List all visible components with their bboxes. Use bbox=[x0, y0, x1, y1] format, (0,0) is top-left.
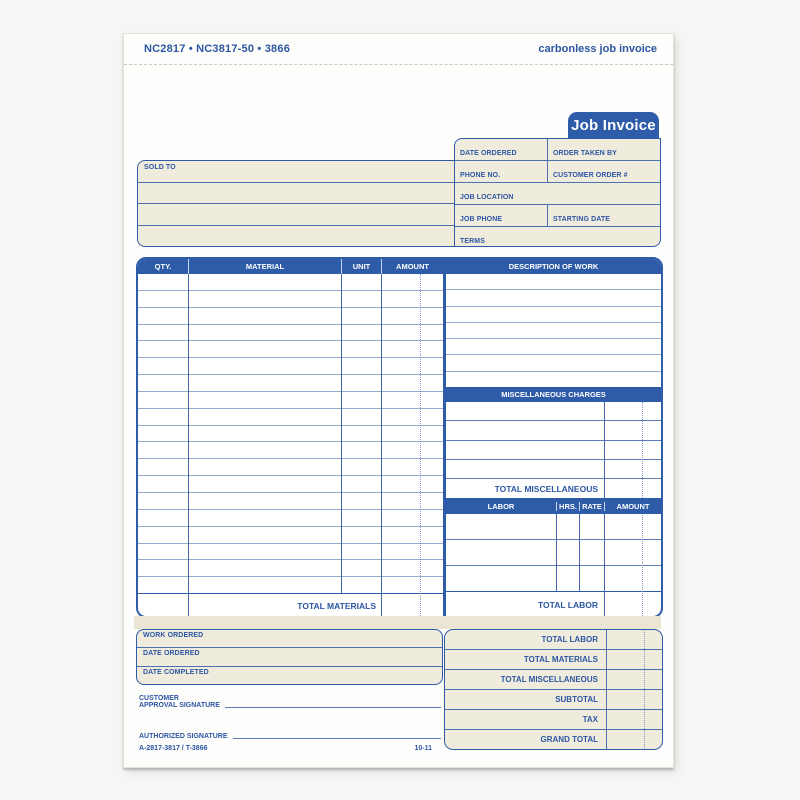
material-row bbox=[138, 392, 443, 409]
sold-to-row bbox=[138, 225, 455, 247]
job-location-field bbox=[455, 183, 660, 204]
unit-amount-column-line bbox=[381, 274, 382, 616]
sold-to-label: SOLD TO bbox=[144, 164, 176, 171]
labor-row bbox=[446, 514, 661, 540]
tax-label: TAX bbox=[582, 715, 598, 724]
date-completed-row bbox=[137, 666, 442, 684]
grand-total-amount-cell bbox=[606, 730, 662, 749]
material-row bbox=[138, 358, 443, 375]
order-info-panel bbox=[454, 138, 661, 247]
form-footer bbox=[139, 745, 432, 752]
order-taken-by-label: ORDER TAKEN BY bbox=[553, 150, 617, 157]
total-materials-amount-cell bbox=[606, 650, 662, 669]
authorized-signature-block bbox=[139, 733, 441, 740]
description-of-work-header: DESCRIPTION OF WORK bbox=[508, 262, 599, 271]
total-labor-amount-cell bbox=[606, 630, 662, 649]
labor-rows bbox=[446, 514, 661, 591]
job-phone-field bbox=[455, 205, 547, 226]
totals-row bbox=[445, 689, 662, 709]
tax-amount-cell bbox=[606, 710, 662, 729]
date-ordered-field bbox=[455, 139, 547, 160]
material-unit-column-line bbox=[341, 274, 342, 593]
material-row bbox=[138, 476, 443, 493]
description-row bbox=[446, 372, 661, 387]
total-materials-label: TOTAL MATERIALS bbox=[297, 600, 376, 611]
material-row bbox=[138, 442, 443, 459]
cream-divider-strip bbox=[134, 616, 661, 629]
hrs-column-header: HRS. bbox=[556, 502, 579, 511]
material-row bbox=[138, 308, 443, 325]
materials-rows bbox=[138, 274, 443, 593]
totals-row bbox=[445, 649, 662, 669]
miscellaneous-row bbox=[446, 441, 661, 460]
order-info-row bbox=[455, 139, 660, 160]
approval-signature-line bbox=[225, 707, 441, 708]
footer-form-code: A-2817-3817 / T-3866 bbox=[139, 745, 208, 752]
labor-rate-column-line bbox=[579, 514, 580, 591]
order-taken-by-field bbox=[547, 139, 660, 160]
main-table bbox=[136, 257, 663, 618]
job-invoice-badge: Job Invoice bbox=[568, 112, 659, 139]
work-section bbox=[446, 259, 661, 616]
terms-field bbox=[455, 227, 660, 247]
work-ordered-label: WORK ORDERED bbox=[143, 632, 204, 639]
total-miscellaneous-row bbox=[446, 478, 661, 499]
sold-to-row bbox=[138, 161, 455, 182]
terms-label: TERMS bbox=[460, 238, 485, 245]
job-phone-label: JOB PHONE bbox=[460, 216, 503, 223]
totals-row bbox=[445, 709, 662, 729]
description-row bbox=[446, 274, 661, 290]
material-row bbox=[138, 459, 443, 476]
description-row bbox=[446, 307, 661, 323]
amount-cents-divider bbox=[420, 274, 421, 616]
labor-column-header: LABOR bbox=[487, 501, 515, 511]
description-row bbox=[446, 355, 661, 371]
total-miscellaneous-summary-label: TOTAL MISCELLANEOUS bbox=[500, 675, 598, 684]
material-row bbox=[138, 325, 443, 342]
total-labor-label: TOTAL LABOR bbox=[538, 599, 598, 610]
miscellaneous-rows bbox=[446, 402, 661, 478]
material-row bbox=[138, 577, 443, 593]
product-title: carbonless job invoice bbox=[538, 43, 657, 55]
footer-revision-number: 10-11 bbox=[414, 745, 432, 752]
totals-row bbox=[445, 669, 662, 689]
miscellaneous-charges-bar: MISCELLANEOUS CHARGES bbox=[446, 387, 661, 402]
labor-row bbox=[446, 566, 661, 591]
miscellaneous-row bbox=[446, 421, 661, 440]
unit-column-header: UNIT bbox=[341, 259, 381, 274]
subtotal-label: SUBTOTAL bbox=[555, 695, 598, 704]
description-row bbox=[446, 339, 661, 355]
customer-order-label: CUSTOMER ORDER # bbox=[553, 172, 628, 179]
invoice-sheet bbox=[123, 33, 674, 768]
rate-column-header: RATE bbox=[579, 502, 604, 511]
grand-total-label: GRAND TOTAL bbox=[540, 735, 598, 744]
miscellaneous-row bbox=[446, 460, 661, 478]
table-center-divider bbox=[443, 259, 446, 616]
order-info-row bbox=[455, 160, 660, 182]
material-row bbox=[138, 527, 443, 544]
material-column-header: MATERIAL bbox=[188, 259, 341, 274]
phone-no-field bbox=[455, 161, 547, 182]
material-row bbox=[138, 493, 443, 510]
description-row bbox=[446, 323, 661, 339]
approval-signature-label: APPROVAL SIGNATURE bbox=[139, 702, 220, 709]
total-materials-summary-label: TOTAL MATERIALS bbox=[523, 655, 598, 664]
order-info-row bbox=[455, 204, 660, 226]
tear-off-strip bbox=[124, 34, 673, 65]
total-miscellaneous-amount-cell bbox=[606, 670, 662, 689]
material-row bbox=[138, 409, 443, 426]
sold-to-row bbox=[138, 203, 455, 225]
work-dates-box bbox=[136, 629, 443, 685]
order-info-row bbox=[455, 226, 660, 247]
starting-date-label: STARTING DATE bbox=[553, 216, 611, 223]
material-row bbox=[138, 291, 443, 308]
material-row bbox=[138, 341, 443, 358]
phone-no-label: PHONE NO. bbox=[460, 172, 501, 179]
date-ordered-row bbox=[137, 647, 442, 665]
total-materials-row bbox=[138, 593, 443, 617]
labor-amount-column-header: AMOUNT bbox=[604, 502, 661, 511]
job-location-label: JOB LOCATION bbox=[460, 194, 514, 201]
totals-row bbox=[445, 729, 662, 749]
customer-approval-block bbox=[139, 695, 441, 709]
sold-to-row bbox=[138, 182, 455, 204]
date-completed-label: DATE COMPLETED bbox=[143, 668, 209, 676]
totals-row bbox=[445, 630, 662, 649]
order-info-row bbox=[455, 182, 660, 204]
material-row bbox=[138, 560, 443, 577]
qty-column-header: QTY. bbox=[154, 262, 172, 271]
work-ordered-row bbox=[137, 630, 442, 647]
material-row bbox=[138, 274, 443, 291]
amount-column-header: AMOUNT bbox=[381, 259, 443, 274]
sold-to-box bbox=[137, 160, 455, 247]
total-labor-summary-label: TOTAL LABOR bbox=[541, 635, 598, 644]
starting-date-field bbox=[547, 205, 660, 226]
authorized-signature-label: AUTHORIZED SIGNATURE bbox=[139, 733, 228, 740]
description-rows bbox=[446, 274, 661, 387]
customer-order-field bbox=[547, 161, 660, 182]
product-codes: NC2817 • NC3817-50 • 3866 bbox=[144, 43, 291, 55]
customer-label: CUSTOMER bbox=[139, 695, 179, 702]
material-row bbox=[138, 510, 443, 527]
material-row bbox=[138, 426, 443, 443]
date-ordered-label: DATE ORDERED bbox=[143, 650, 200, 658]
subtotal-amount-cell bbox=[606, 690, 662, 709]
total-labor-row bbox=[446, 591, 661, 617]
material-row bbox=[138, 375, 443, 392]
date-ordered-label: DATE ORDERED bbox=[460, 150, 517, 157]
labor-row bbox=[446, 540, 661, 566]
miscellaneous-row bbox=[446, 402, 661, 421]
totals-box bbox=[444, 629, 663, 750]
authorized-signature-line bbox=[233, 738, 441, 739]
total-miscellaneous-label: TOTAL MISCELLANEOUS bbox=[494, 484, 598, 494]
qty-column-line bbox=[188, 274, 189, 616]
materials-header-bar bbox=[138, 259, 661, 274]
description-row bbox=[446, 290, 661, 306]
labor-hrs-column-line bbox=[556, 514, 557, 591]
labor-header-bar bbox=[446, 498, 661, 514]
material-row bbox=[138, 544, 443, 561]
